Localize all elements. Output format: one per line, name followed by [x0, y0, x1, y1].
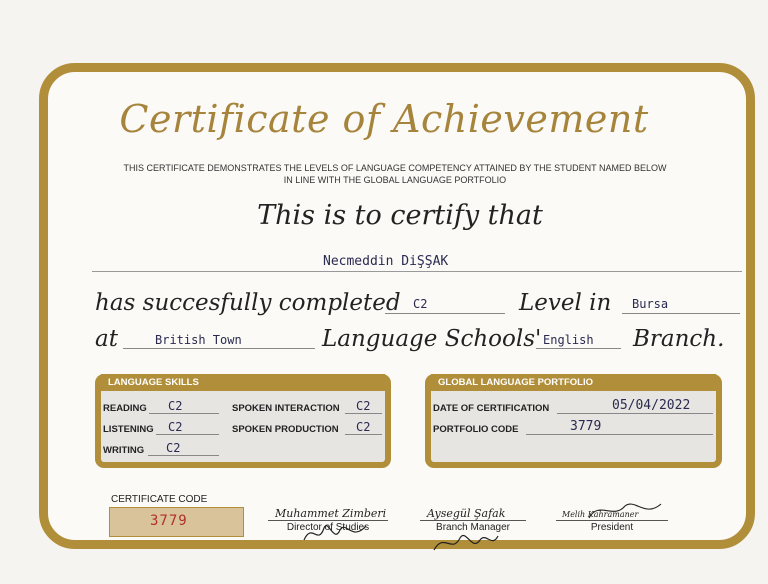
- portfolio-code-label: PORTFOLIO CODE: [433, 424, 519, 435]
- language-underline: [536, 348, 621, 349]
- date-underline: [557, 413, 713, 414]
- student-name: Necmeddin DiŞŞAK: [323, 254, 449, 269]
- portfolio-code-value: 3779: [570, 419, 602, 434]
- global-portfolio-header: GLOBAL LANGUAGE PORTFOLIO: [431, 374, 716, 391]
- director-signature-name: Muhammet Zimberi: [275, 507, 387, 520]
- writing-underline: [148, 455, 219, 456]
- school-value: British Town: [155, 333, 242, 347]
- level-underline: [385, 313, 505, 314]
- listening-label: LISTENING: [103, 424, 154, 435]
- spoken-production-label: SPOKEN PRODUCTION: [232, 424, 339, 435]
- completed-text: has succesfully completed: [95, 290, 401, 316]
- level-in-text: Level in: [519, 290, 612, 316]
- president-signature-line: [556, 520, 668, 521]
- reading-value: C2: [168, 399, 183, 413]
- listening-underline: [156, 434, 219, 435]
- director-signature-line: [268, 520, 388, 521]
- reading-label: READING: [103, 403, 147, 414]
- spoken-production-value: C2: [356, 420, 371, 434]
- writing-value: C2: [166, 441, 181, 455]
- city-underline: [622, 313, 740, 314]
- spoken-interaction-value: C2: [356, 399, 371, 413]
- president-role: President: [590, 522, 634, 533]
- spoken-interaction-underline: [345, 413, 382, 414]
- certificate-code-value: 3779: [150, 513, 188, 529]
- language-value: English: [543, 333, 594, 347]
- manager-signature-line: [420, 520, 526, 521]
- director-role: Director of Studies: [286, 522, 370, 533]
- president-signature-name: Melih Kahramaner: [562, 510, 639, 519]
- certify-heading: This is to certify that: [257, 200, 543, 231]
- subtitle-line-1: THIS CERTIFICATE DEMONSTRATES THE LEVELS OF LANGUAGE COMPETENCY ATTAINED BY THE STUDENT NAMED BELOW: [123, 163, 667, 173]
- language-skills-header: LANGUAGE SKILLS: [101, 374, 385, 391]
- writing-label: WRITING: [103, 445, 145, 456]
- spoken-production-underline: [345, 434, 382, 435]
- subtitle-line-2: IN LINE WITH THE GLOBAL LANGUAGE PORTFOLIO: [283, 175, 507, 185]
- certificate-code-label: CERTIFICATE CODE: [111, 494, 208, 505]
- schools-text: Language Schools': [322, 326, 542, 352]
- date-of-certification-label: DATE OF CERTIFICATION: [433, 403, 550, 414]
- city-value: Bursa: [632, 297, 669, 311]
- level-value: C2: [413, 297, 428, 311]
- manager-role: Branch Manager: [436, 522, 510, 533]
- name-underline: [92, 271, 742, 272]
- certificate-title: Certificate of Achievement: [119, 97, 649, 141]
- at-text: at: [95, 326, 118, 352]
- school-underline: [123, 348, 315, 349]
- listening-value: C2: [168, 420, 183, 434]
- certificate-subtitle: [90, 162, 700, 186]
- spoken-interaction-label: SPOKEN INTERACTION: [232, 403, 340, 414]
- date-of-certification-value: 05/04/2022: [612, 398, 691, 413]
- reading-underline: [149, 413, 219, 414]
- branch-text: Branch.: [633, 326, 725, 352]
- manager-signature-name: Aysegül Şafak: [427, 507, 506, 520]
- portfolio-code-underline: [526, 434, 713, 435]
